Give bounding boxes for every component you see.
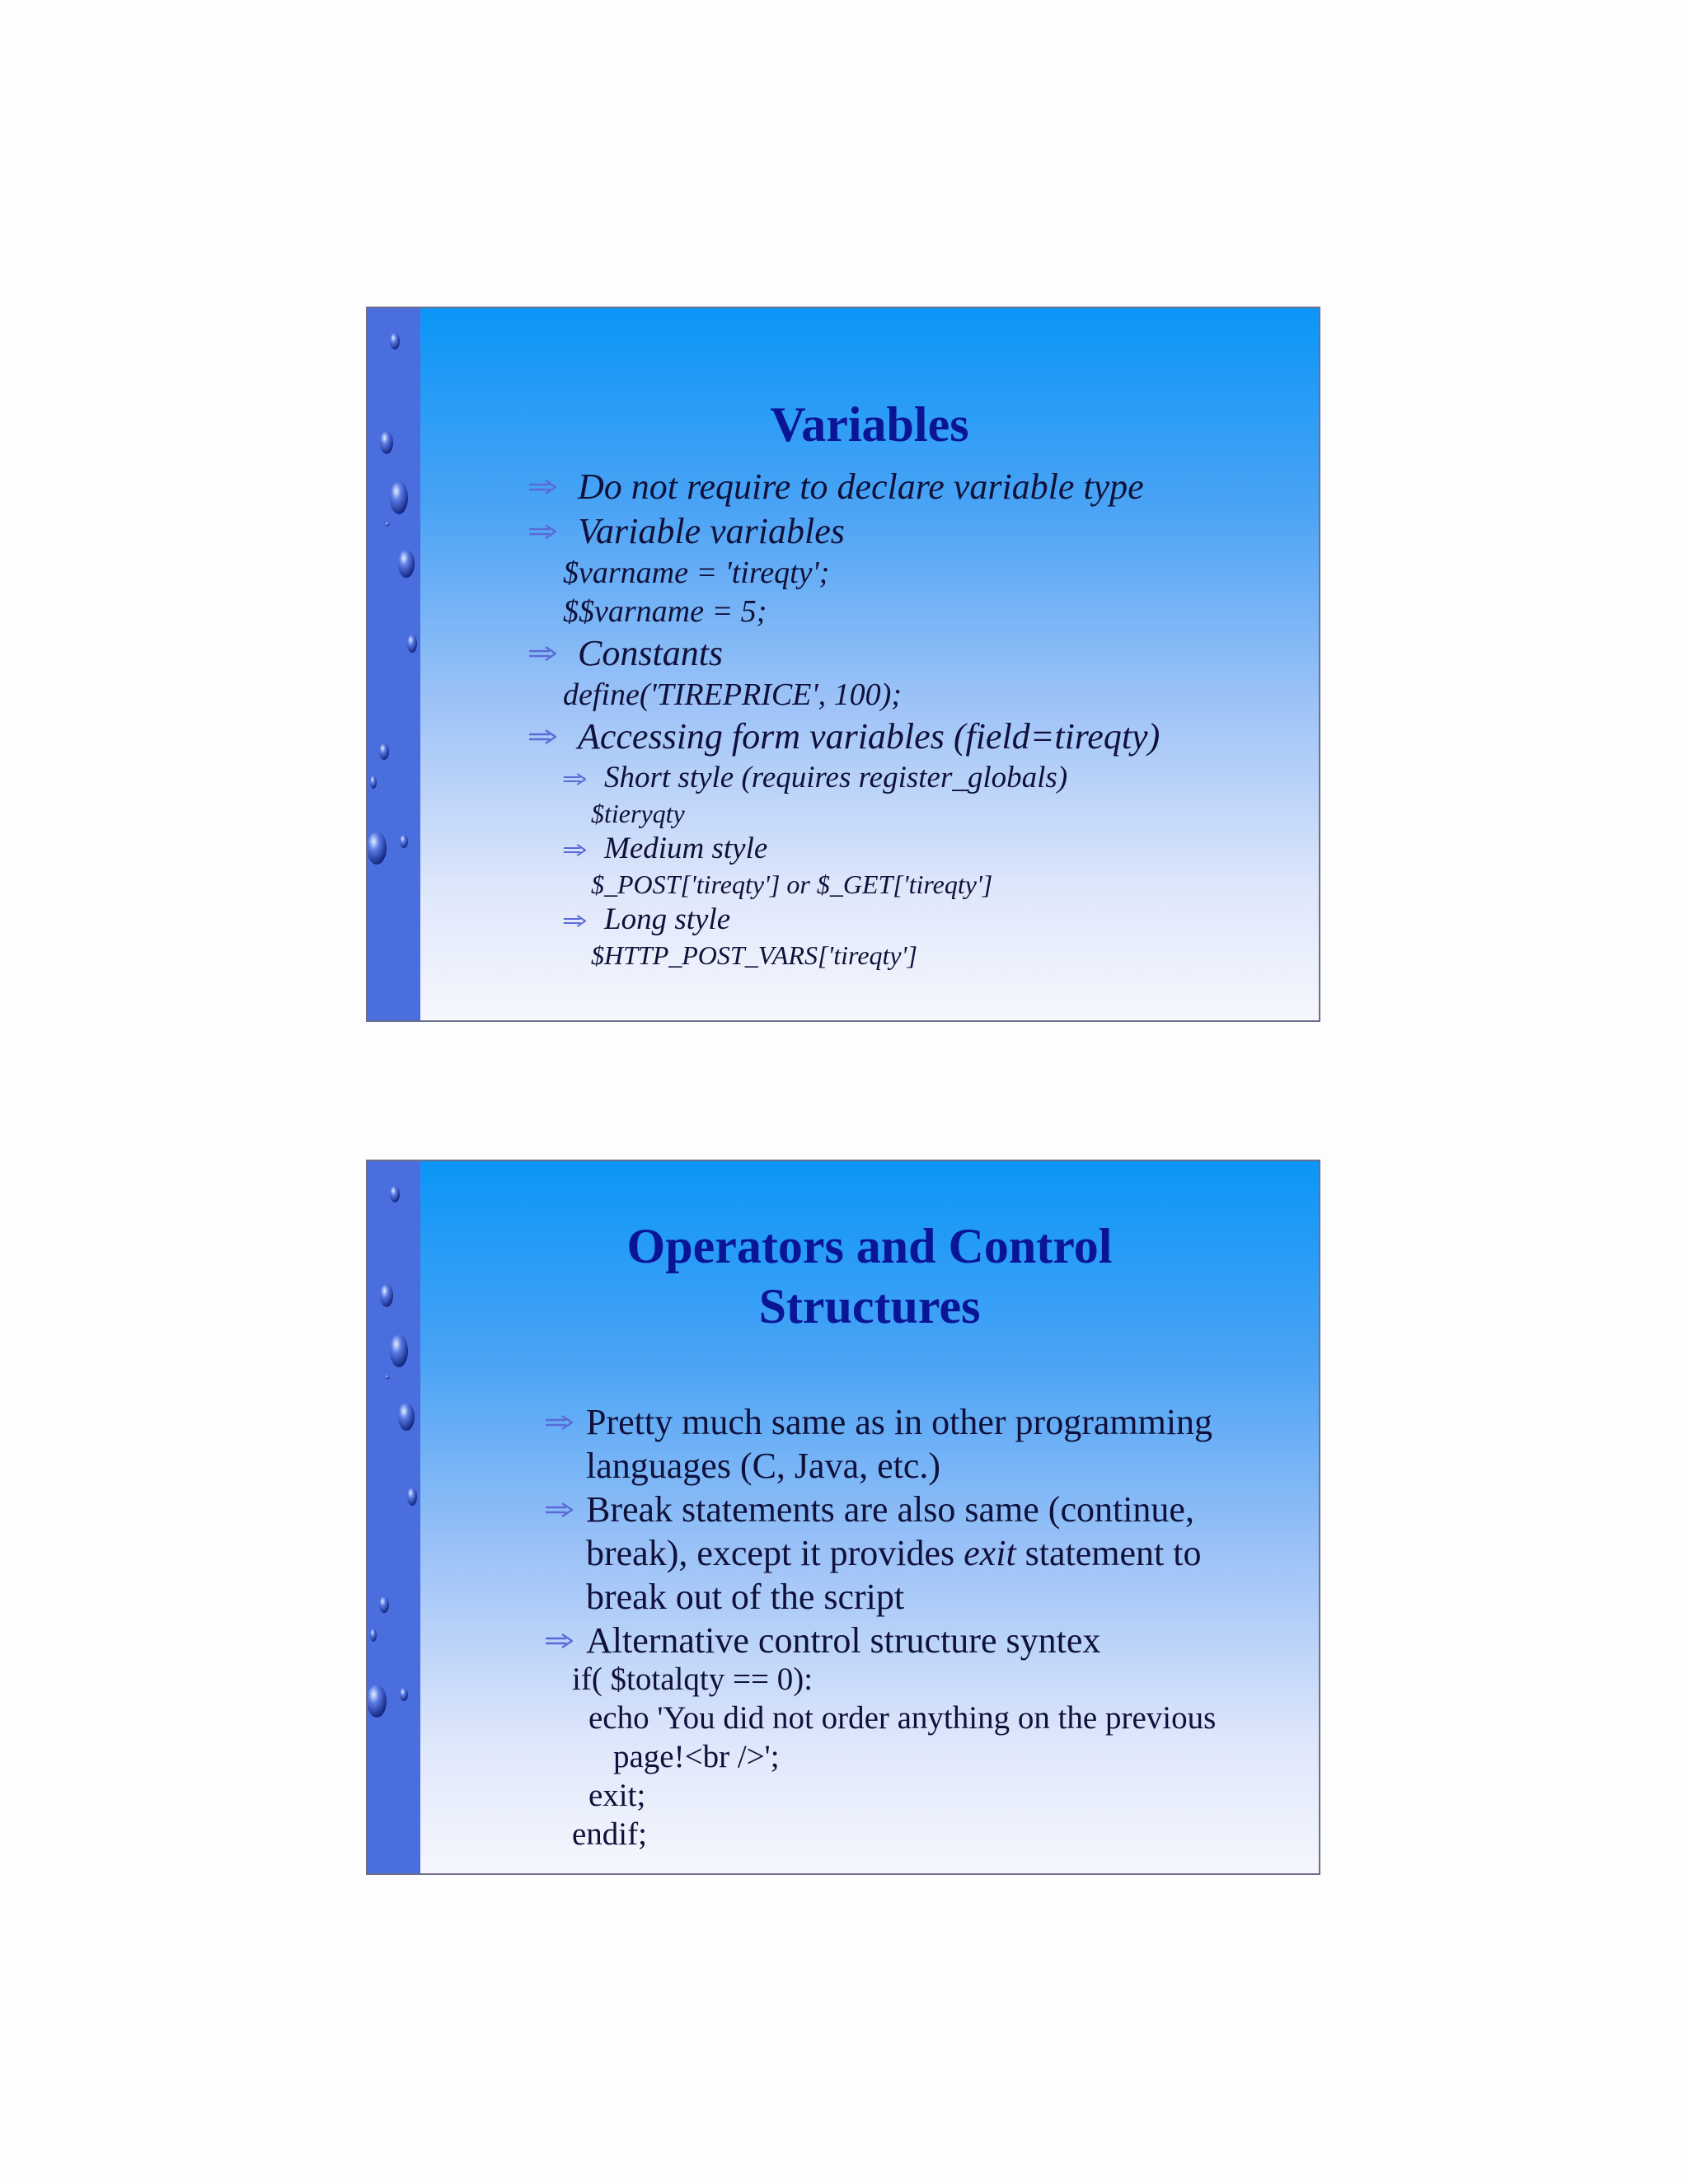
double-arrow-icon bbox=[528, 729, 556, 744]
code-line: $varname = 'tireqty'; bbox=[563, 555, 830, 590]
water-drop-icon bbox=[368, 1161, 420, 1875]
sub-bullet-item: Short style (requires register_globals) bbox=[604, 759, 1160, 797]
code-line: define('TIREPRICE', 100); bbox=[563, 677, 902, 712]
code-line: if( $totalqty == 0): bbox=[572, 1661, 814, 1697]
slide-title: Operators and Control Structures bbox=[626, 1219, 1113, 1333]
double-arrow-icon bbox=[528, 480, 556, 494]
code-line: $HTTP_POST_VARS['tireqty'] bbox=[591, 940, 917, 970]
double-arrow-icon bbox=[545, 1633, 573, 1648]
code-line: page!<br />'; bbox=[613, 1739, 780, 1774]
bullet-item: Do not require to declare variable type bbox=[578, 465, 1160, 509]
double-arrow-icon bbox=[545, 1502, 573, 1517]
code-line: $tieryqty bbox=[591, 799, 685, 828]
slide-operators bbox=[366, 1160, 1320, 1875]
bullet-continuation: break), except it provides exit statement to bbox=[586, 1533, 1202, 1573]
double-arrow-icon bbox=[545, 1415, 573, 1430]
code-line: exit; bbox=[588, 1778, 646, 1813]
water-drop-icon bbox=[368, 308, 420, 1022]
code-line: echo 'You did not order anything on the previous bbox=[588, 1700, 1217, 1736]
code-line: endif; bbox=[572, 1816, 647, 1852]
bullet-item: Pretty much same as in other programming bbox=[586, 1400, 1212, 1444]
double-arrow-icon bbox=[563, 915, 586, 927]
slide-title: Variables bbox=[770, 397, 969, 452]
code-line: $$varname = 5; bbox=[563, 594, 767, 629]
bullet-continuation: break out of the script bbox=[586, 1577, 905, 1617]
bullet-list bbox=[586, 1400, 1212, 1662]
code-block bbox=[572, 1660, 1216, 1854]
bullet-continuation: languages (C, Java, etc.) bbox=[586, 1446, 941, 1486]
sub-bullet-item: Long style bbox=[604, 901, 1160, 939]
bullet-item: Alternative control structure syntex bbox=[586, 1619, 1212, 1662]
code-line: $_POST['tireqty'] or $_GET['tireqty'] bbox=[591, 869, 993, 899]
exit-keyword: exit bbox=[964, 1533, 1016, 1573]
double-arrow-icon bbox=[563, 773, 586, 785]
double-arrow-icon bbox=[528, 524, 556, 539]
sub-bullet-item: Medium style bbox=[604, 830, 1160, 868]
double-arrow-icon bbox=[563, 844, 586, 856]
bullet-item: Break statements are also same (continue, bbox=[586, 1488, 1212, 1531]
slide-variables bbox=[366, 307, 1320, 1022]
bullet-item: Accessing form variables (field=tireqty) bbox=[578, 715, 1160, 759]
double-arrow-icon bbox=[528, 646, 556, 661]
bullet-item: Variable variables bbox=[578, 509, 1160, 554]
bullet-item: Constants bbox=[578, 631, 1160, 676]
bullet-list bbox=[563, 465, 1160, 972]
